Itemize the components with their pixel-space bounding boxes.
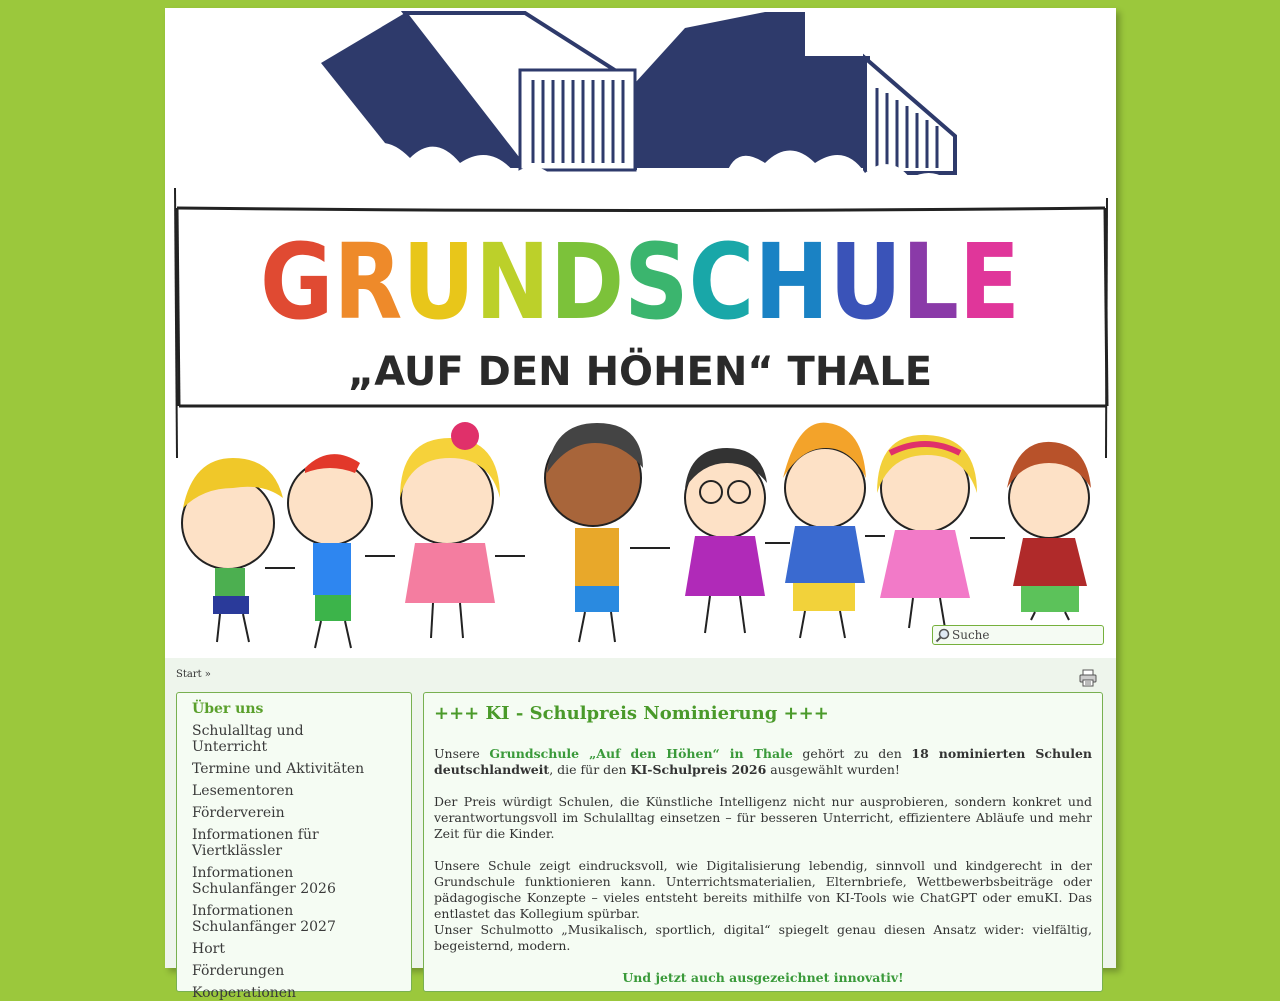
sidebar-item-hort[interactable]: Hort	[192, 941, 225, 957]
title-letter: H	[754, 221, 842, 343]
child-figure	[182, 458, 283, 642]
title-letter: C	[688, 221, 765, 343]
title-letter: U	[829, 221, 914, 343]
child-figure	[685, 448, 767, 633]
main-content	[423, 692, 1103, 992]
header-banner	[165, 8, 1116, 658]
title-letter: U	[402, 221, 487, 343]
sidebar-item-schulanfaenger-2027[interactable]: Informationen Schulanfänger 2027	[192, 903, 336, 935]
printer-icon[interactable]	[1079, 669, 1097, 687]
sidebar-item-schulanfaenger-2026[interactable]: Informationen Schulanfänger 2026	[192, 865, 336, 897]
sidebar-item-lesementoren[interactable]: Lesementoren	[192, 783, 294, 799]
text-fragment: Unsere	[434, 746, 490, 761]
title-letter: S	[624, 221, 700, 343]
search-box[interactable]	[932, 625, 1104, 645]
sidebar-item-viertklaessler[interactable]: Informationen für Viertklässler	[192, 827, 319, 859]
sidebar-item-ueber-uns[interactable]: Über uns	[192, 701, 264, 717]
search-icon[interactable]	[935, 628, 951, 644]
child-figure	[877, 435, 977, 628]
article-paragraph-prize: Der Preis würdigt Schulen, die Künstliche Intelligenz nicht nur ausprobieren, sondern konkret und verantwortungsvoll im Schulalltag einsetzen – für besseren Unterricht, effizientere Abläufe und mehr Zeit für die Kinder.	[434, 794, 1092, 841]
child-figure	[400, 422, 500, 638]
school-building-logo	[315, 12, 955, 178]
child-figure	[783, 423, 866, 638]
school-title-text	[259, 221, 1030, 343]
prize-name-highlight: KI-Schulpreis 2026	[630, 762, 767, 777]
sidebar-item-schulalltag[interactable]: Schulalltag und Unterricht	[192, 723, 304, 755]
title-letter: N	[475, 221, 563, 343]
text-fragment: gehört zu den	[792, 746, 912, 761]
sidebar-item-foerderungen[interactable]: Förderungen	[192, 963, 285, 979]
child-figure	[288, 454, 372, 648]
title-letter: E	[958, 221, 1030, 343]
children-illustration	[182, 422, 1091, 648]
title-letter: D	[549, 221, 637, 343]
child-figure	[545, 423, 643, 642]
child-figure	[1007, 442, 1091, 620]
article-paragraph-intro	[434, 746, 1092, 778]
school-subtitle-text: „AUF DEN HÖHEN“ THALE	[347, 349, 933, 395]
article-paragraph-motto: Unser Schulmotto „Musikalisch, sportlich, digital“ spiegelt genau diesen Ansatz wider: vielfältig, begeisternd, modern.	[434, 922, 1092, 953]
school-banner-illustration	[165, 8, 1116, 658]
text-fragment: ausgewählt wurden!	[766, 762, 900, 777]
breadcrumb[interactable]: Start »	[176, 669, 211, 680]
nominee-count-highlight: 18 nominierten Schulen deutschlandweit	[434, 746, 1092, 777]
search-input[interactable]	[952, 627, 1100, 643]
sidebar-item-foerderverein[interactable]: Förderverein	[192, 805, 285, 821]
sidebar-item-termine[interactable]: Termine und Aktivitäten	[192, 761, 365, 777]
article-highlight: Und jetzt auch ausgezeichnet innovativ!	[622, 970, 904, 985]
school-name-highlight: Grundschule „Auf den Höhen“ in Thale	[489, 746, 793, 761]
sidebar-nav	[176, 692, 412, 1001]
page-container	[165, 8, 1116, 1001]
title-letter: L	[901, 221, 969, 343]
text-fragment: , die für den	[549, 762, 631, 777]
title-letter: G	[259, 221, 346, 343]
article-paragraph-school: Unsere Schule zeigt eindrucksvoll, wie Digitalisierung lebendig, sinnvoll und kindgerecht in der Grundschule funktionieren kann. Unterrichtsmaterialien, Elternbriefe, Wettbewerbsbeiträge oder pädagogische Konzepte – vieles entsteht bereits mithilfe von KI-Tools wie ChatGPT oder emuKI. Das entlastet das Kollegium spürbar.	[434, 858, 1092, 921]
sidebar-item-kooperationen[interactable]: Kooperationen	[192, 985, 297, 1001]
title-letter: R	[333, 221, 414, 343]
article-title: +++ KI - Schulpreis Nominierung +++	[434, 703, 829, 724]
